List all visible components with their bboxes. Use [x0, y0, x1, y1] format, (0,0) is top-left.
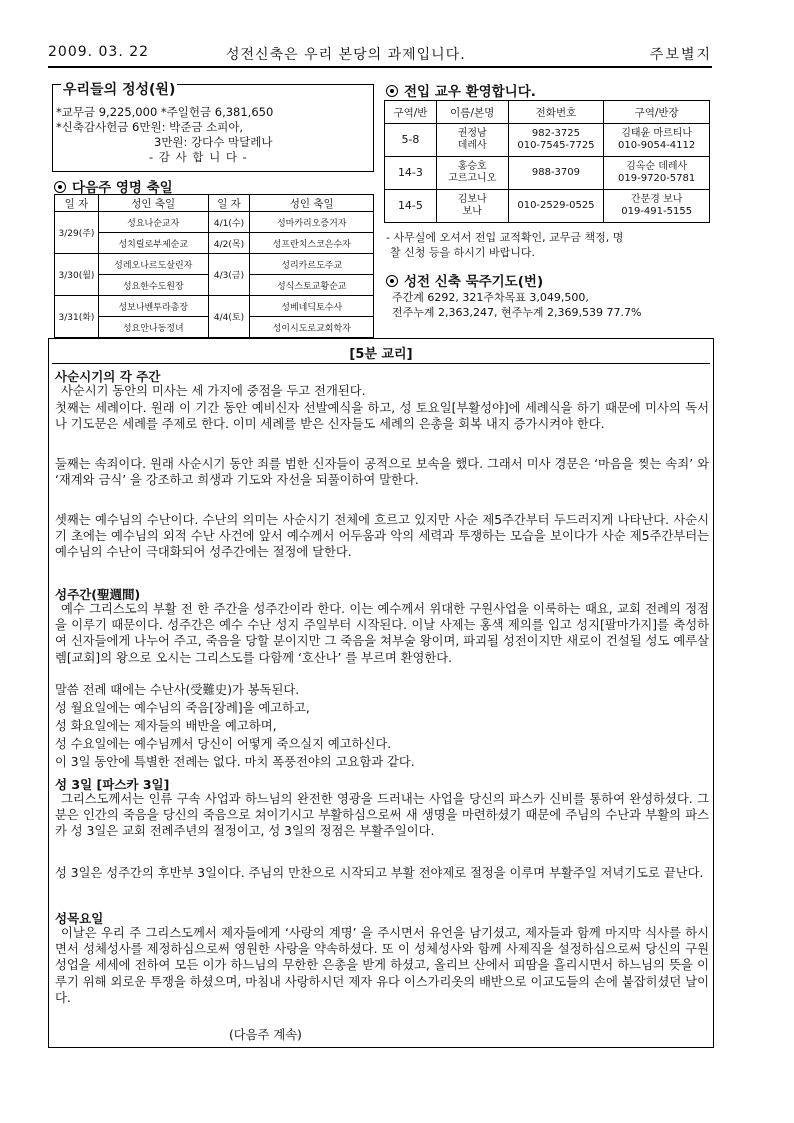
feast-date: 4/1(수) — [208, 212, 250, 233]
section-title: 사순시기의 각 주간 — [55, 369, 161, 384]
name-cell: 홍승호 고르고니오 — [436, 157, 508, 190]
feast-title: 다음주 영명 축일 — [72, 180, 173, 196]
issue-date: 2009. 03. 22 — [48, 44, 150, 60]
offering-box — [52, 84, 374, 172]
feast-date: 4/3(금) — [208, 254, 250, 296]
catechism-title: [5분 교리] — [349, 347, 413, 362]
feast-header: 성인 축일 — [98, 195, 208, 212]
newcomer-header: 전화번호 — [508, 101, 604, 124]
feast-saint: 성요한수도원장 — [98, 275, 208, 296]
offering-thanks: - 감 사 합 니 다 - — [149, 150, 248, 164]
tel-cell: 988-3709 — [508, 157, 604, 190]
offering-line: 3만원: 강다수 막달레나 — [154, 135, 273, 149]
tel-cell: 982-3725 010-7545-7725 — [508, 124, 604, 157]
feast-saint: 성요안나동정녀 — [98, 317, 208, 338]
feast-saint: 성보나벤투라총장 — [98, 296, 208, 317]
zone-cell: 5-8 — [385, 124, 437, 157]
paragraph: 둘째는 속죄이다. 원래 사순시기 동안 죄를 범한 신자들이 공적으로 보속을 했다. 그래서 미사 경문은 ‘마음을 찢는 속죄’ 와 ‘재계와 금식’ 을 강조하고 희생과 기도와 자선을 되풀이하여 말한다. — [55, 457, 709, 488]
feast-header: 일 자 — [208, 195, 250, 212]
paragraph: 이날은 우리 주 그리스도께서 제자들에게 ‘사랑의 계명’ 을 주시면서 유언을 남기셨고, 제자들과 함께 마지막 식사를 하시면서 성체성사를 제정하심으로써 영원한 사랑을 약속하셨다. 또 이 성체성사와 함께 사제직을 설정하심으로써 당신의 구원성업을 세세에 전하여 모든 이가 하느님의 무한한 은총을 받게 하셨고, 올리브 산에서 피땀을 흘리시면서 하느님의 뜻을 이루기 위해 외로운 투쟁을 하셨으며, 마침내 사랑하시던 제자 유다 이스가리옷의 배반으로 이교도들의 손에 붙잡히셨던 날이다. — [55, 926, 709, 1005]
section-title: 성 3일 [파스카 3일] — [55, 777, 170, 792]
paragraph: 예수 그리스도의 부활 전 한 주간을 성주간이라 한다. 이는 예수께서 위대한 구원사업을 이룩하는 때요, 교회 전례의 정점을 이루기 때문이다. 성주간은 예수 수난 성지 주일부터 시작된다. 이날 사제는 홍색 제의를 입고 성지[팔마가지]를 축성하여 신자들에게 나누어 주고, 죽음을 당할 분이지만 그 죽음을 쳐부술 왕이며, 파괴될 성전이지만 새로이 건설될 성도 예루살렘[교회]의 왕으로 오시는 그리스도를 다함께 ‘호산나’ 를 부르며 환영한다. — [55, 602, 709, 665]
name-cell: 권정남 데레사 — [436, 124, 508, 157]
newcomer-header: 구역/반 — [385, 101, 437, 124]
table-row — [55, 254, 374, 275]
feast-saint: 성베네딕토수사 — [250, 296, 374, 317]
table-row — [385, 190, 710, 223]
feast-date: 3/31(화) — [55, 296, 99, 338]
feast-saint: 성레오나르도살린자 — [98, 254, 208, 275]
feast-heading — [54, 176, 173, 196]
paragraph: 성 3일은 성주간의 후반부 3일이다. 주님의 만찬으로 시작되고 부활 전야제로 절정을 이루며 부활주일 저녁기도로 끝난다. — [55, 866, 704, 880]
leader-cell: 간문경 보나 019-491-5155 — [604, 190, 710, 223]
rosary-heading — [386, 270, 543, 290]
divider — [52, 363, 710, 364]
offering-line: *교무금 9,225,000 *주일헌금 6,381,650 — [56, 105, 274, 119]
feast-saint: 성식스토교황순교 — [250, 275, 374, 296]
teach-title: 전입 교우 환영합니다. — [404, 84, 536, 100]
teach-heading — [386, 80, 536, 100]
rosary-line: 전주누계 2,363,247, 현주누계 2,369,539 77.7% — [392, 306, 642, 319]
paragraph: 첫째는 세례이다. 원래 이 기간 동안 예비신자 선발예식을 하고, 성 토요일[부활성야]에 세례식을 하기 때문에 미사의 독서나 기도문은 세례를 주제로 한다. 이미 세례를 받은 신자들도 세례의 은총을 회복 내지 증가시켜야 한다. — [55, 401, 709, 432]
paragraph: 셋째는 예수님의 수난이다. 수난의 의미는 사순시기 전체에 흐르고 있지만 사순 제5주간부터 두드러지게 나타난다. 사순시기 초에는 예수님의 외적 수난 사건에 앞서 예수께서 어두움과 악의 세력과 투쟁하는 모습을 보이다가 사순 제5주간부터는 예수님의 수난이 극대화되어 성주간에는 절정에 달한다. — [55, 513, 709, 560]
feast-saint: 성치릴로부제순교 — [98, 233, 208, 254]
section-title: 성주간(聖週間) — [55, 587, 141, 602]
feast-saint: 성프란치스코은수자 — [250, 233, 374, 254]
paragraph: 성 월요일에는 예수님의 죽음[장례]을 예고하고, — [55, 701, 310, 715]
paragraph: 이 3일 동안에 특별한 전례는 없다. 마치 폭풍전야의 고요함과 같다. — [55, 755, 415, 769]
feast-saint: 성이시도로교회학자 — [250, 317, 374, 338]
feast-saint: 성마카리오증거자 — [250, 212, 374, 233]
feast-saint: 성리카르도주교 — [250, 254, 374, 275]
table-row — [385, 157, 710, 190]
tel-cell: 010-2529-0525 — [508, 190, 604, 223]
feast-date: 3/29(주) — [55, 212, 99, 254]
bullet-icon — [386, 275, 398, 287]
table-row — [55, 296, 374, 317]
rosary-line: 주간계 6292, 321주차목표 3,049,500, — [392, 291, 589, 304]
zone-cell: 14-3 — [385, 157, 437, 190]
feast-saint: 성요나순교자 — [98, 212, 208, 233]
page-header — [48, 40, 712, 68]
table-row — [385, 124, 710, 157]
leader-cell: 김태윤 마르티나 010-9054-4112 — [604, 124, 710, 157]
table-row — [55, 212, 374, 233]
section-title: 성목요일 — [55, 911, 104, 926]
paragraph: 말씀 전례 때에는 수난사(受難史)가 봉독된다. — [55, 683, 300, 697]
header-title: 성전신축은 우리 본당의 과제입니다. — [226, 47, 466, 63]
paper-label: 주보별지 — [649, 47, 712, 63]
feast-date: 4/2(목) — [208, 233, 250, 254]
bullet-icon — [54, 181, 66, 193]
newcomer-note: - 사무실에 오셔서 전입 교적확인, 교무금 책정, 명 — [386, 231, 624, 244]
newcomer-header: 이름/본명 — [436, 101, 508, 124]
leader-cell: 김옥순 데레사 019-9720-5781 — [604, 157, 710, 190]
table-row — [55, 233, 374, 254]
offering-line: *신축감사헌금 6만원: 박준금 소피아, — [56, 120, 244, 134]
continued-note: (다음주 계속) — [229, 1028, 302, 1042]
feast-header: 일 자 — [55, 195, 99, 212]
feast-date: 4/4(토) — [208, 296, 250, 338]
offering-title: 우리들의 정성(원) — [63, 82, 176, 98]
feast-date: 3/30(월) — [55, 254, 99, 296]
feast-table — [54, 194, 374, 338]
feast-header: 성인 축일 — [250, 195, 374, 212]
paragraph: 사순시기 동안의 미사는 세 가지에 중점을 두고 전개된다. — [61, 384, 366, 398]
rosary-title: 성전 신축 묵주기도(번) — [404, 274, 544, 290]
paragraph: 성 화요일에는 제자들의 배반을 예고하며, — [55, 719, 277, 733]
zone-cell: 14-5 — [385, 190, 437, 223]
paragraph: 성 수요일에는 예수님께서 당신이 어떻게 죽으실지 예고하신다. — [55, 737, 392, 751]
bullet-icon — [386, 85, 398, 97]
newcomer-table — [384, 100, 710, 223]
newcomer-note: 찰 신청 등을 하시기 바랍니다. — [390, 246, 535, 259]
name-cell: 김보나 보나 — [436, 190, 508, 223]
paragraph: 그리스도께서는 인류 구속 사업과 하느님의 완전한 영광을 드러내는 사업을 당신의 파스카 신비를 통하여 완성하셨다. 그분은 인간의 죽음을 당신의 죽음으로 쳐이기시고 부활하심으로써 새 생명을 마련하셨기 때문에 주님의 수난과 부활의 파스카 성 3일은 교회 전례주년의 절정이고, 성 3일의 정점은 부활주일이다. — [55, 792, 709, 839]
catechism-box — [48, 338, 714, 1048]
newcomer-header: 구역/반장 — [604, 101, 710, 124]
